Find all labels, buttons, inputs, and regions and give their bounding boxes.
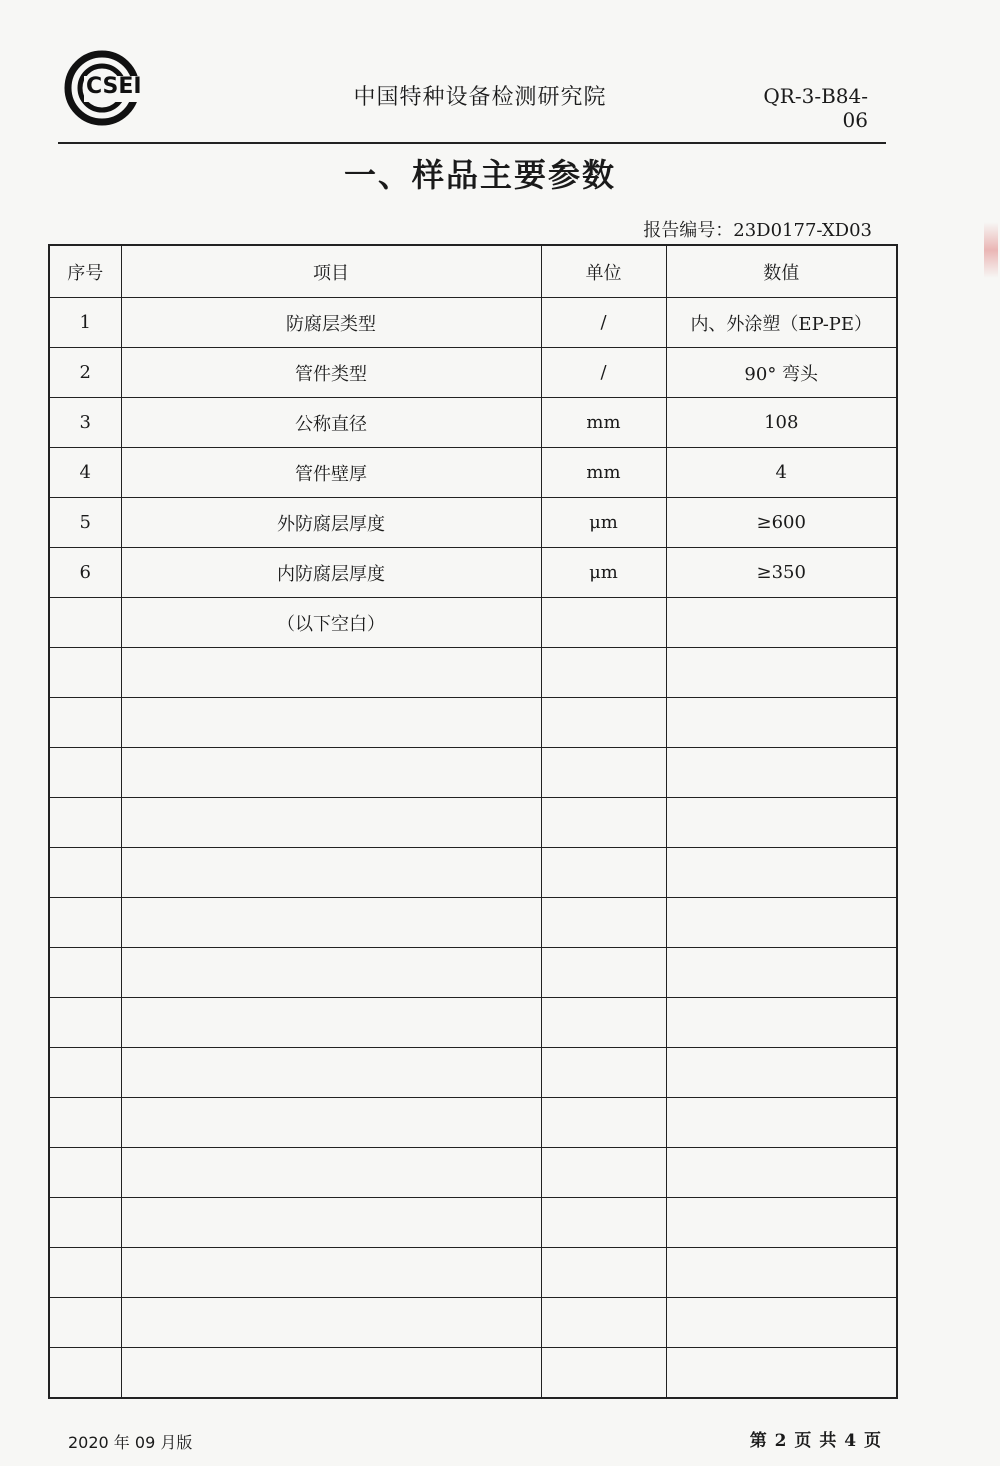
cell-value: 内、外涂塑（EP-PE）	[666, 298, 897, 348]
table-row-empty	[49, 698, 897, 748]
table-row-empty	[49, 1298, 897, 1348]
header-unit: 单位	[541, 245, 666, 298]
page-number: 第 2 页 共 4 页	[749, 1431, 882, 1451]
page-title: 一、样品主要参数	[343, 156, 616, 194]
table-row-empty	[49, 1148, 897, 1198]
cell-unit: /	[541, 298, 666, 348]
table-row	[49, 348, 897, 398]
table-row-empty	[49, 948, 897, 998]
cell-value: 108	[666, 398, 897, 448]
cell-value: 90° 弯头	[666, 348, 897, 398]
cell-no: 6	[49, 548, 121, 598]
cell-unit: μm	[541, 548, 666, 598]
cell-item: 管件壁厚	[121, 448, 541, 498]
table-row	[49, 398, 897, 448]
table-row	[49, 298, 897, 348]
table-row-empty	[49, 748, 897, 798]
table-row-empty	[49, 1348, 897, 1399]
cell-item: 外防腐层厚度	[121, 498, 541, 548]
table-row-empty	[49, 1048, 897, 1098]
seal-stamp-edge	[984, 222, 998, 278]
cell-item: 防腐层类型	[121, 298, 541, 348]
cell-unit	[541, 598, 666, 648]
table-row	[49, 548, 897, 598]
parameters-table	[48, 244, 898, 1399]
table-row-empty	[49, 848, 897, 898]
cell-value: 4	[666, 448, 897, 498]
cell-unit: mm	[541, 398, 666, 448]
header-no: 序号	[49, 245, 121, 298]
cell-item: 内防腐层厚度	[121, 548, 541, 598]
table-header-row	[49, 245, 897, 298]
cell-item: 公称直径	[121, 398, 541, 448]
cell-unit: μm	[541, 498, 666, 548]
cell-no: 1	[49, 298, 121, 348]
cell-no: 4	[49, 448, 121, 498]
institute-name: 中国特种设备检测研究院	[353, 85, 607, 110]
logo-text: CSEI	[86, 74, 142, 99]
cell-value: ≥350	[666, 548, 897, 598]
table-row-empty	[49, 648, 897, 698]
table-row-empty	[49, 998, 897, 1048]
header-item: 项目	[121, 245, 541, 298]
header-divider	[58, 142, 886, 144]
cell-value: ≥600	[666, 498, 897, 548]
cell-unit: mm	[541, 448, 666, 498]
table-row-blank-note	[49, 598, 897, 648]
table-row	[49, 498, 897, 548]
cell-no: 2	[49, 348, 121, 398]
blank-note: （以下空白）	[121, 598, 541, 648]
table-row	[49, 448, 897, 498]
edition-label: 2020 年 09 月版	[68, 1433, 193, 1452]
cell-no	[49, 598, 121, 648]
form-code: QR-3-B84-06	[763, 84, 868, 132]
table-row-empty	[49, 798, 897, 848]
cell-value	[666, 598, 897, 648]
table-row-empty	[49, 1098, 897, 1148]
table-row-empty	[49, 898, 897, 948]
table-row-empty	[49, 1198, 897, 1248]
cell-no: 5	[49, 498, 121, 548]
table-row-empty	[49, 1248, 897, 1298]
cell-item: 管件类型	[121, 348, 541, 398]
cell-no: 3	[49, 398, 121, 448]
cell-unit: /	[541, 348, 666, 398]
header-value: 数值	[666, 245, 897, 298]
report-number: 报告编号：23D0177-XD03	[643, 220, 872, 241]
